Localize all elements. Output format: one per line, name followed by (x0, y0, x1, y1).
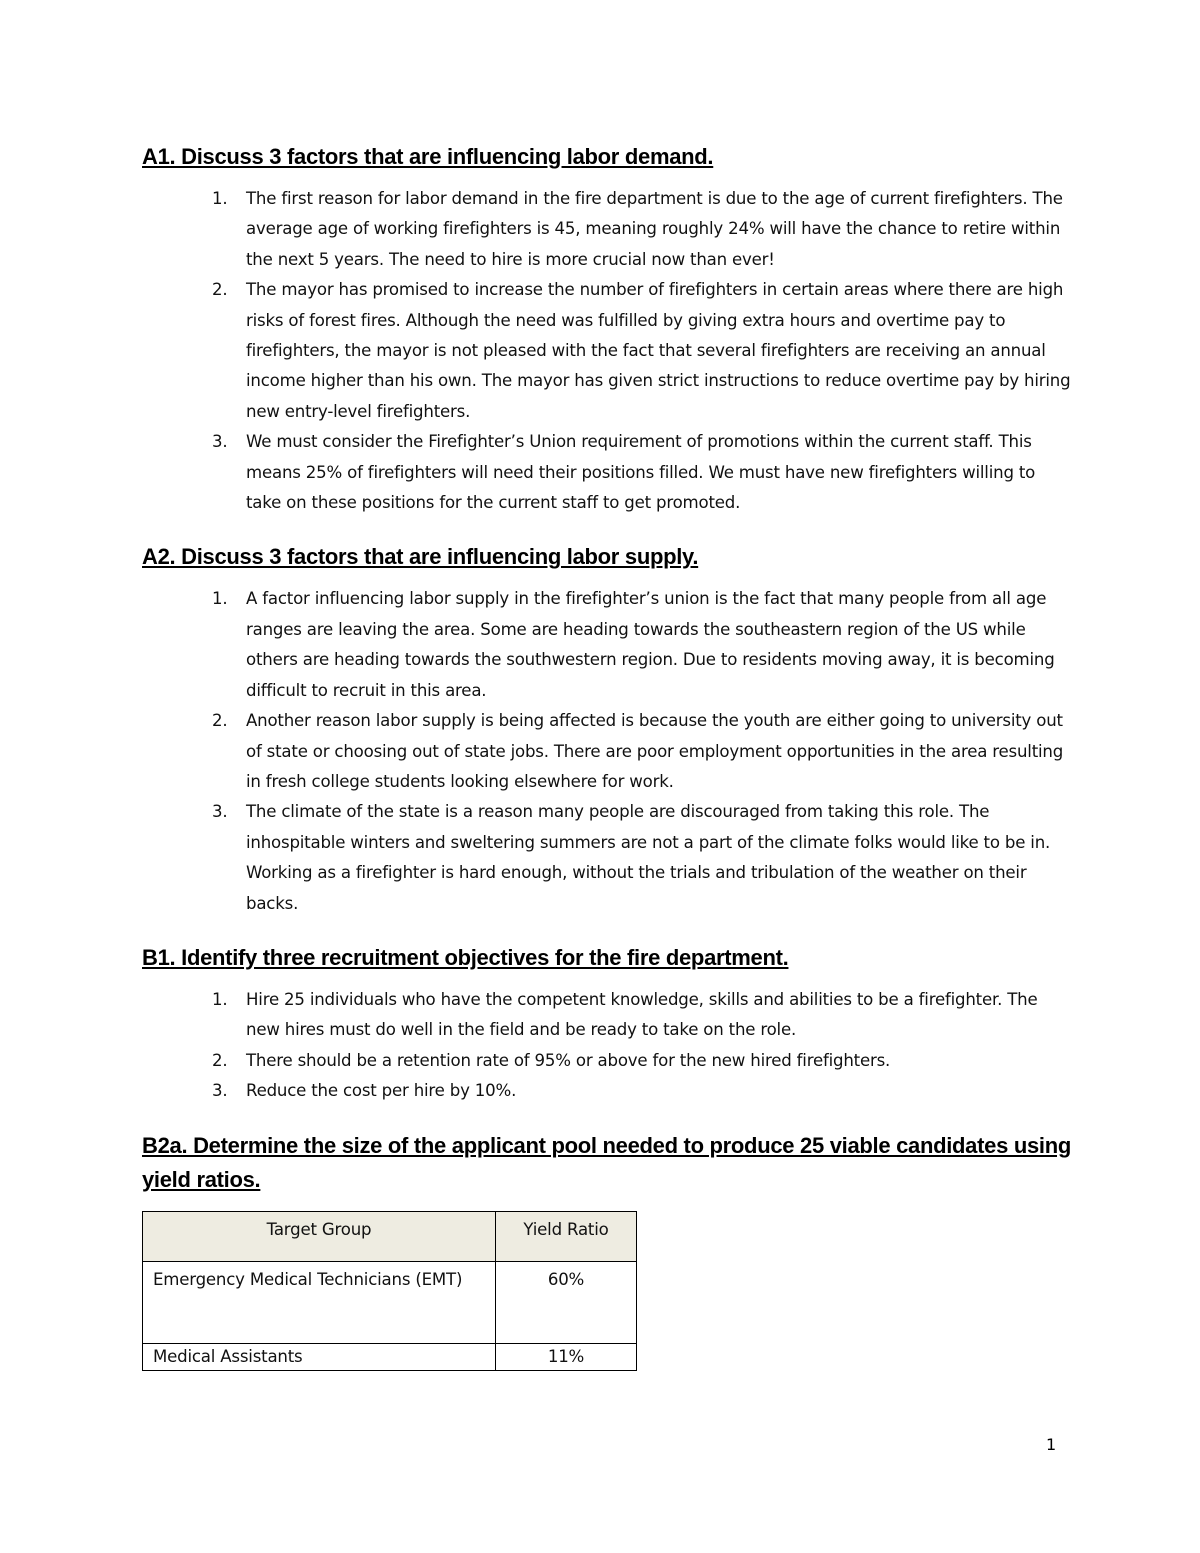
page-number: 1 (1046, 1435, 1057, 1454)
table-cell-target-group: Emergency Medical Technicians (EMT) (143, 1261, 496, 1343)
list-number: 3. (212, 1081, 228, 1101)
list-item-text: Reduce the cost per hire by 10%. (246, 1081, 517, 1101)
list-number: 3. (212, 802, 228, 822)
table-row (143, 1343, 637, 1370)
yield-ratio-table (142, 1211, 637, 1371)
document-body (142, 140, 1072, 1371)
list-item-text: The mayor has promised to increase the number of firefighters in certain areas where there are high risks of forest fires. Although the need was fulfilled by giving extra hours and overtime pay to firefighters, the mayor is not pleased with the fact that several firefighters are receiving an annual income higher than his own. The mayor has given strict instructions to reduce overtime pay by hiring new entry-level firefighters. (246, 280, 1071, 421)
section-a2-list (142, 584, 1072, 918)
table-header-yield-ratio: Yield Ratio (496, 1211, 637, 1261)
list-number: 2. (212, 711, 228, 731)
list-number: 1. (212, 189, 228, 208)
section-b2a (142, 1129, 1072, 1371)
section-a2 (142, 540, 1072, 918)
table-cell-yield-ratio: 11% (496, 1343, 637, 1370)
section-b1-list (142, 985, 1072, 1107)
list-number: 2. (212, 1050, 228, 1070)
list-item (142, 985, 1072, 1046)
list-item-text: We must consider the Firefighter’s Union requirement of promotions within the current staff. This means 25% of firefighters will need their positions filled. We must have new firefighters willing to take on these positions for the current staff to get promoted. (246, 432, 1036, 513)
table-cell-yield-ratio: 60% (496, 1261, 637, 1343)
section-a1-list (142, 184, 1072, 518)
list-item (142, 797, 1072, 919)
list-item (142, 584, 1072, 706)
list-item (142, 706, 1072, 797)
list-number: 3. (212, 432, 228, 452)
table-row (143, 1261, 637, 1343)
list-item-text: The first reason for labor demand in the fire department is due to the age of current firefighters. The average age of working firefighters is 45, meaning roughly 24% will have the chance to retire within the next 5 years. The need to hire is more crucial now than ever! (246, 189, 1063, 269)
section-a1 (142, 140, 1072, 518)
section-b1 (142, 941, 1072, 1107)
list-number: 1. (212, 589, 228, 609)
list-item-text: Hire 25 individuals who have the competent knowledge, skills and abilities to be a firefighter. The new hires must do well in the field and be ready to take on the role. (246, 989, 1038, 1040)
table-cell-target-group: Medical Assistants (143, 1343, 496, 1370)
table-header-row (143, 1211, 637, 1261)
table-header-target-group: Target Group (143, 1211, 496, 1261)
list-item-text: There should be a retention rate of 95% or above for the new hired firefighters. (246, 1050, 891, 1070)
section-b2a-heading: B2a. Determine the size of the applicant pool needed to produce 25 viable candidates using yield ratios. (142, 1132, 1071, 1192)
list-item (142, 1076, 1072, 1106)
list-number: 2. (212, 280, 228, 300)
list-item (142, 1046, 1072, 1076)
section-b1-heading: B1. Identify three recruitment objectives for the fire department. (142, 944, 789, 970)
section-a1-heading: A1. Discuss 3 factors that are influencing labor demand. (142, 144, 714, 169)
list-item-text: The climate of the state is a reason many people are discouraged from taking this role. The inhospitable winters and sweltering summers are not a part of the climate folks would like to be in. Working as a firefighter is hard enough, without the trials and tribulation of the weather on their backs. (246, 802, 1051, 913)
list-item-text: A factor influencing labor supply in the firefighter’s union is the fact that many people from all age ranges are leaving the area. Some are heading towards the southeastern region of the US while others are heading towards the southwestern region. Due to residents moving away, it is becoming difficult to recruit in this area. (246, 589, 1055, 700)
list-number: 1. (212, 989, 228, 1009)
section-a2-heading: A2. Discuss 3 factors that are influencing labor supply. (142, 544, 699, 570)
list-item (142, 427, 1072, 518)
list-item-text: Another reason labor supply is being affected is because the youth are either going to university out of state or choosing out of state jobs. There are poor employment opportunities in the area resulting in fresh college students looking elsewhere for work. (246, 711, 1064, 791)
list-item (142, 275, 1072, 427)
list-item (142, 184, 1072, 275)
